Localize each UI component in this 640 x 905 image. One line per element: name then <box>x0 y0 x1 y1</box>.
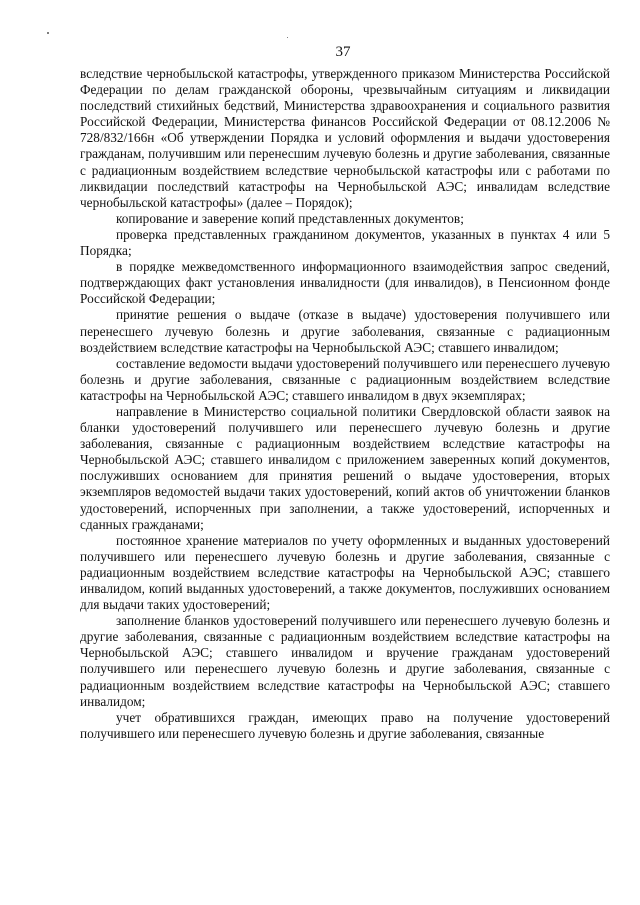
paragraph: проверка представленных гражданином документов, указанных в пунктах 4 или 5 Порядка; <box>80 226 610 259</box>
paragraph: составление ведомости выдачи удостоверений получившего или перенесшего лучевую болезнь и другие заболевания, связанные с радиационным воздействием вследствие катастрофы на Чернобыльской АЭС; ставшего инвалидом в двух экземплярах; <box>80 355 610 403</box>
scan-speck <box>47 32 49 34</box>
paragraph: копирование и заверение копий представленных документов; <box>116 210 464 226</box>
paragraph: постоянное хранение материалов по учету оформленных и выданных удостоверений получившего или перенесшего лучевую болезнь и другие заболевания, связанные с радиационным воздействием вследствие катастрофы на Чернобыльской АЭС; ставшего инвалидом, копий выданных удостоверений, а также документов, послуживших основанием для выдачи таких удостоверений; <box>80 532 610 613</box>
body-text <box>80 66 610 742</box>
paragraph: учет обратившихся граждан, имеющих право на получение удостоверений получившего или перенесшего лучевую болезнь и другие заболевания, связанные <box>80 709 610 741</box>
scan-speck <box>287 37 288 38</box>
paragraph: направление в Министерство социальной политики Свердловской области заявок на бланки удостоверений получившего или перенесшего лучевую болезнь и другие заболевания, связанные с радиационным воздействием вследствие катастрофы на Чернобыльской АЭС; ставшего инвалидом с приложением заверенных копий документов, послуживших основанием для принятия решений о выдаче удостоверения, вторых экземпляров ведомостей выдачи таких удостоверений, копий актов об уничтожении бланков удостоверений, испорченных при заполнении, а также удостоверений, испорченных и сданных гражданами; <box>80 403 610 532</box>
paragraph: принятие решения о выдаче (отказе в выдаче) удостоверения получившего или перенесшего лучевую болезнь и другие заболевания, связанные с радиационным воздействием вследствие катастрофы на Чернобыльской АЭС; ставшего инвалидом; <box>80 307 610 355</box>
paragraph: заполнение бланков удостоверений получившего или перенесшего лучевую болезнь и другие заболевания, связанные с радиационным воздействием вследствие катастрофы на Чернобыльской АЭС; ставшего инвалидом и вручение гражданам удостоверений получившего или перенесшего лучевую болезнь и другие заболевания, связанные с радиационным воздействием вследствие катастрофы на Чернобыльской АЭС; ставшего инвалидом; <box>80 613 610 709</box>
paragraph-continuation: вследствие чернобыльской катастрофы, утвержденного приказом Министерства Российской Федерации по делам гражданской обороны, чрезвычайным ситуациям и ликвидации последствий стихийных бедствий, Министерства здравоохранения и социального развития Российской Федерации, Министерства финансов Российской Федерации от 08.12.2006 № 728/832/166н «Об утверждении Порядка и условий оформления и выдачи удостоверения гражданам, получившим или перенесшим лучевую болезнь и другие заболевания, связанные с радиационным воздействием вследствие чернобыльской катастрофы или с работами по ликвидации последствий катастрофы на Чернобыльской АЭС; инвалидам вследствие чернобыльской катастрофы» (далее – Порядок); <box>80 66 610 210</box>
page-number: 37 <box>335 44 351 60</box>
paragraph: в порядке межведомственного информационного взаимодействия запрос сведений, подтверждающих факт установления инвалидности (для инвалидов), в Пенсионном фонде Российской Федерации; <box>80 259 610 307</box>
